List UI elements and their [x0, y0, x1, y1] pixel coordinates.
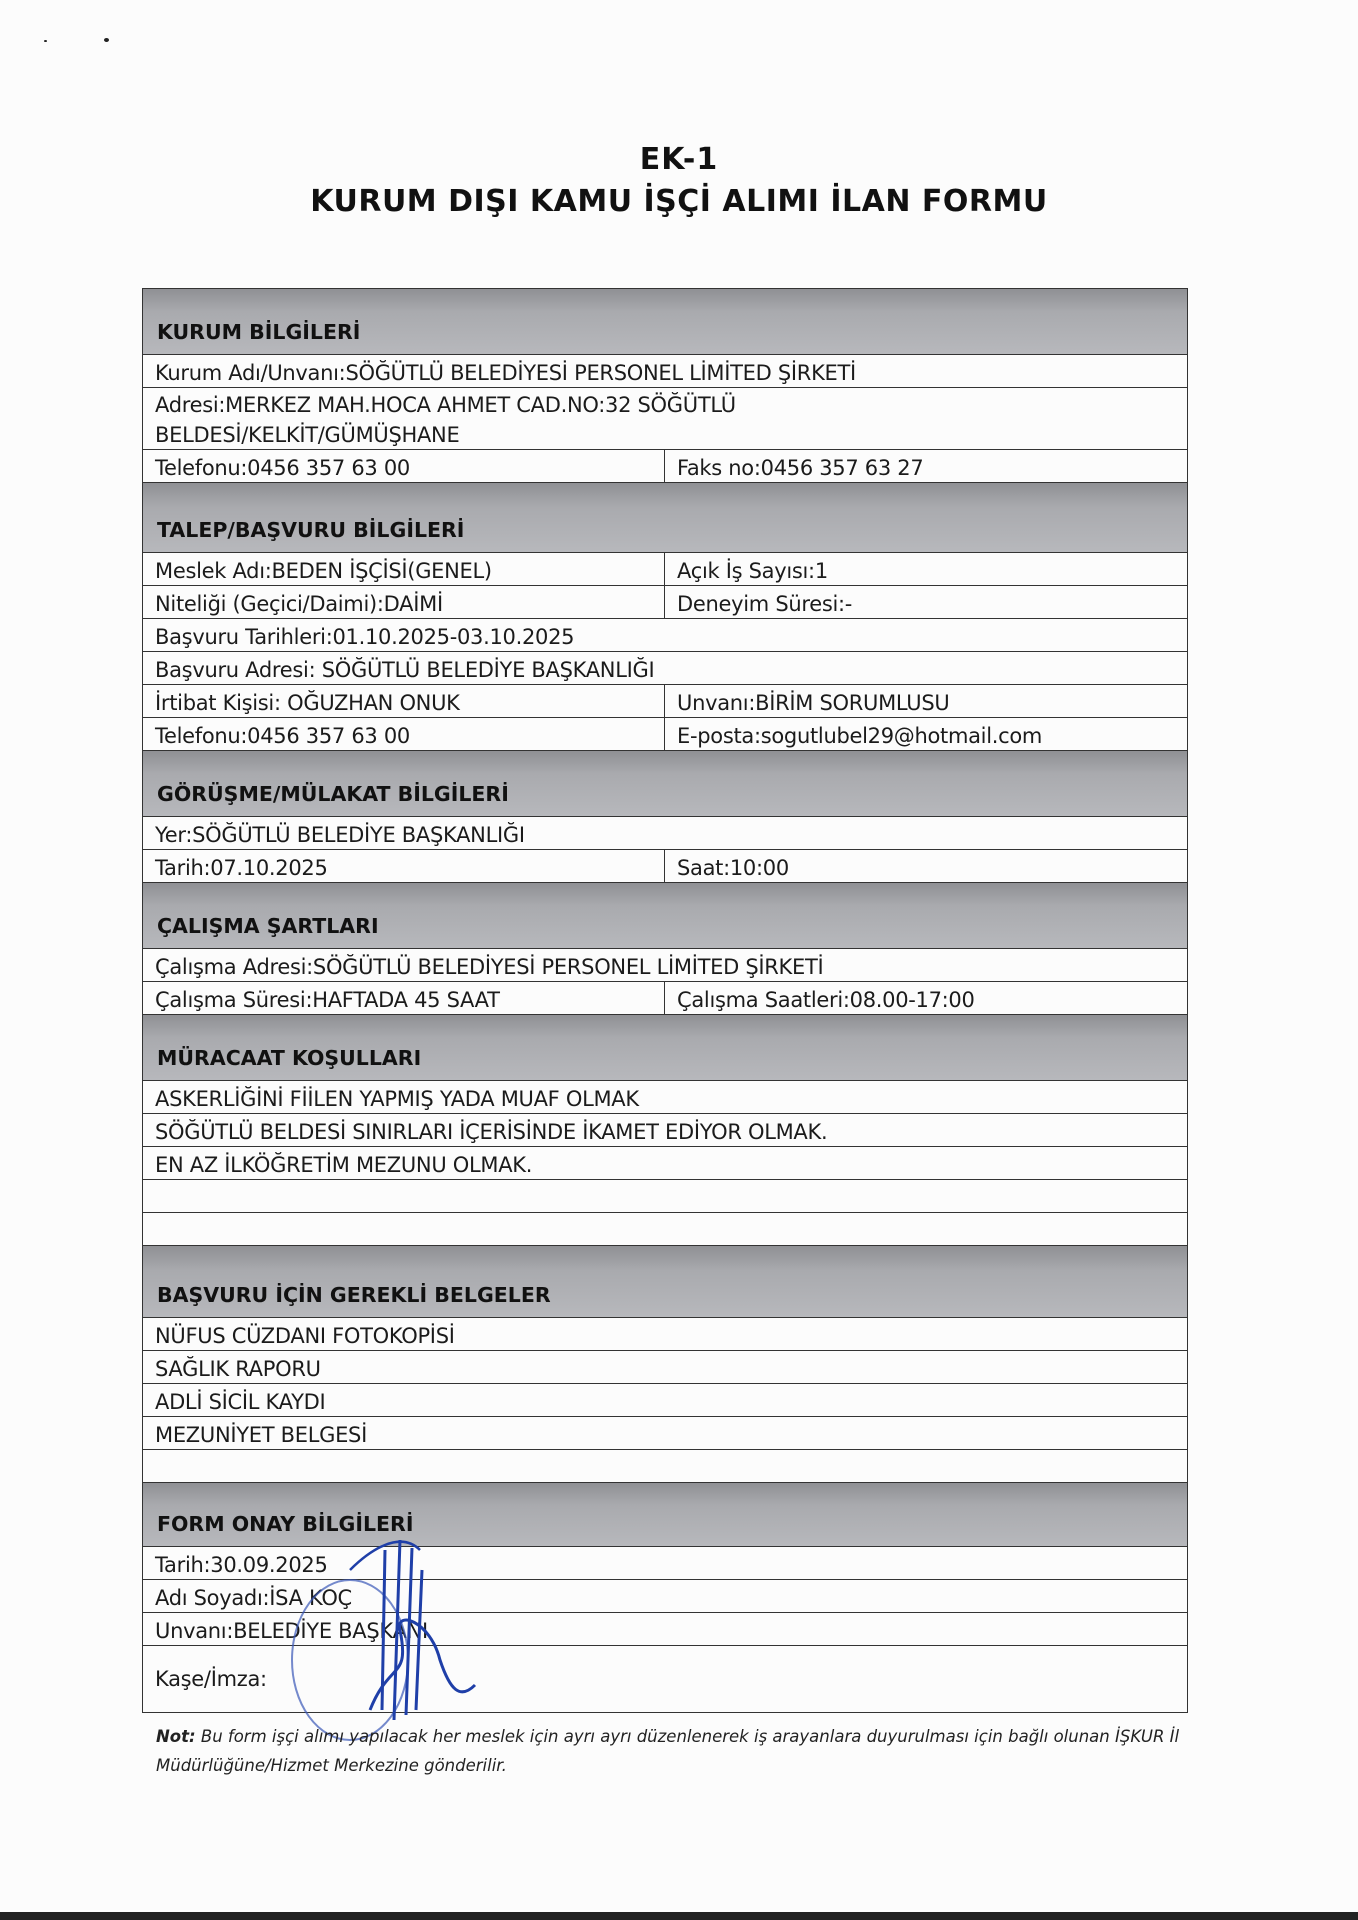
talep-eposta: E-posta:sogutlubel29@hotmail.com: [677, 724, 1043, 748]
empty-cell: [143, 1213, 1187, 1245]
section-talep-heading: TALEP/BAŞVURU BİLGİLERİ: [142, 482, 1188, 552]
talep-nitelik: Niteliği (Geçici/Daimi):DAİMİ: [143, 586, 665, 618]
talep-telefon: Telefonu:0456 357 63 00: [143, 718, 665, 750]
talep-telefon-row: [142, 717, 1188, 750]
muracaat-item-row: [142, 1080, 1188, 1113]
gorusme-tarih: Tarih:07.10.2025: [143, 850, 665, 882]
kurum-telefon: Telefonu:0456 357 63 00: [143, 450, 665, 482]
calisma-adres: Çalışma Adresi:SÖĞÜTLÜ BELEDİYESİ PERSONEL LİMİTED ŞİRKETİ: [155, 955, 824, 979]
muracaat-item: SÖĞÜTLÜ BELDESİ SINIRLARI İÇERİSİNDE İKAMET EDİYOR OLMAK.: [155, 1120, 828, 1144]
onay-tarih: Tarih:30.09.2025: [155, 1553, 328, 1577]
kurum-tel-row: [142, 449, 1188, 482]
belge-item-row: [142, 1317, 1188, 1350]
calisma-sure-row: [142, 981, 1188, 1014]
talep-deneyim: Deneyim Süresi:-: [677, 592, 853, 616]
calisma-sure: Çalışma Süresi:HAFTADA 45 SAAT: [143, 982, 665, 1014]
signature-stamp-icon: [290, 1510, 490, 1750]
talep-tarihler: Başvuru Tarihleri:01.10.2025-03.10.2025: [155, 625, 575, 649]
scan-speck: [104, 38, 109, 42]
form-code: EK-1: [639, 142, 719, 177]
muracaat-item: EN AZ İLKÖĞRETİM MEZUNU OLMAK.: [155, 1153, 533, 1177]
belge-item-row: [142, 1416, 1188, 1449]
talep-tarihler-row: [142, 618, 1188, 651]
kurum-adi-row: [142, 354, 1188, 387]
section-gorusme-heading: GÖRÜŞME/MÜLAKAT BİLGİLERİ: [142, 750, 1188, 816]
onay-adi-soyadi: Adı Soyadı:İSA KOÇ: [155, 1586, 352, 1610]
kurum-faks: Faks no:0456 357 63 27: [677, 456, 924, 480]
belge-item: MEZUNİYET BELGESİ: [155, 1423, 367, 1447]
talep-acik-is: Açık İş Sayısı:1: [677, 559, 828, 583]
talep-adres: Başvuru Adresi: SÖĞÜTLÜ BELEDİYE BAŞKANLIĞI: [155, 658, 655, 682]
onay-unvan: Unvanı:BELEDİYE BAŞKANI: [155, 1619, 428, 1643]
kurum-adres-row: [142, 387, 1188, 449]
talep-adres-row: [142, 651, 1188, 684]
talep-meslek: Meslek Adı:BEDEN İŞÇİSİ(GENEL): [143, 553, 665, 585]
muracaat-item-row: [142, 1113, 1188, 1146]
section-kurum-heading: KURUM BİLGİLERİ: [142, 288, 1188, 354]
talep-unvan: Unvanı:BİRİM SORUMLUSU: [677, 691, 950, 715]
footnote-text: Bu form işçi alımı yapılacak her meslek için ayrı ayrı düzenlenerek iş arayanlara duyurulması için bağlı olunan İŞKUR İl Müdürlüğüne/Hizmet Merkezine gönderilir.: [156, 1727, 1180, 1775]
onay-kase-imza: Kaşe/İmza:: [155, 1667, 267, 1691]
section-calisma-heading: ÇALIŞMA ŞARTLARI: [142, 882, 1188, 948]
talep-meslek-row: [142, 552, 1188, 585]
kurum-adres: Adresi:MERKEZ MAH.HOCA AHMET CAD.NO:32 SÖĞÜTLÜ BELDESİ/KELKİT/GÜMÜŞHANE: [155, 393, 736, 447]
empty-cell: [143, 1450, 1187, 1482]
belge-item: ADLİ SİCİL KAYDI: [155, 1390, 326, 1414]
belge-item-row: [142, 1350, 1188, 1383]
application-form: [142, 288, 1188, 1713]
form-title: KURUM DIŞI KAMU İŞÇİ ALIMI İLAN FORMU: [310, 184, 1048, 219]
belge-empty-row: [142, 1449, 1188, 1482]
gorusme-yer: Yer:SÖĞÜTLÜ BELEDİYE BAŞKANLIĞI: [155, 823, 525, 847]
talep-irtibat: İrtibat Kişisi: OĞUZHAN ONUK: [143, 685, 665, 717]
section-onay-heading: FORM ONAY BİLGİLERİ: [142, 1482, 1188, 1546]
scan-speck: [44, 40, 47, 42]
talep-irtibat-row: [142, 684, 1188, 717]
muracaat-empty-row: [142, 1179, 1188, 1212]
footnote-label: Not:: [156, 1727, 196, 1746]
calisma-adres-row: [142, 948, 1188, 981]
scan-edge: [0, 1912, 1358, 1920]
gorusme-tarih-row: [142, 849, 1188, 882]
gorusme-saat: Saat:10:00: [677, 856, 789, 880]
belge-item: NÜFUS CÜZDANI FOTOKOPİSİ: [155, 1324, 455, 1348]
talep-nitelik-row: [142, 585, 1188, 618]
section-belgeler-heading: BAŞVURU İÇİN GEREKLİ BELGELER: [142, 1245, 1188, 1317]
muracaat-empty-row: [142, 1212, 1188, 1245]
footnote: [156, 1722, 1206, 1780]
muracaat-item: ASKERLİĞİNİ FİİLEN YAPMIŞ YADA MUAF OLMAK: [155, 1087, 639, 1111]
belge-item-row: [142, 1383, 1188, 1416]
muracaat-item-row: [142, 1146, 1188, 1179]
section-muracaat-heading: MÜRACAAT KOŞULLARI: [142, 1014, 1188, 1080]
empty-cell: [143, 1180, 1187, 1212]
calisma-saatler: Çalışma Saatleri:08.00-17:00: [677, 988, 975, 1012]
gorusme-yer-row: [142, 816, 1188, 849]
kurum-adi: Kurum Adı/Unvanı:SÖĞÜTLÜ BELEDİYESİ PERSONEL LİMİTED ŞİRKETİ: [155, 361, 856, 385]
belge-item: SAĞLIK RAPORU: [155, 1357, 321, 1381]
